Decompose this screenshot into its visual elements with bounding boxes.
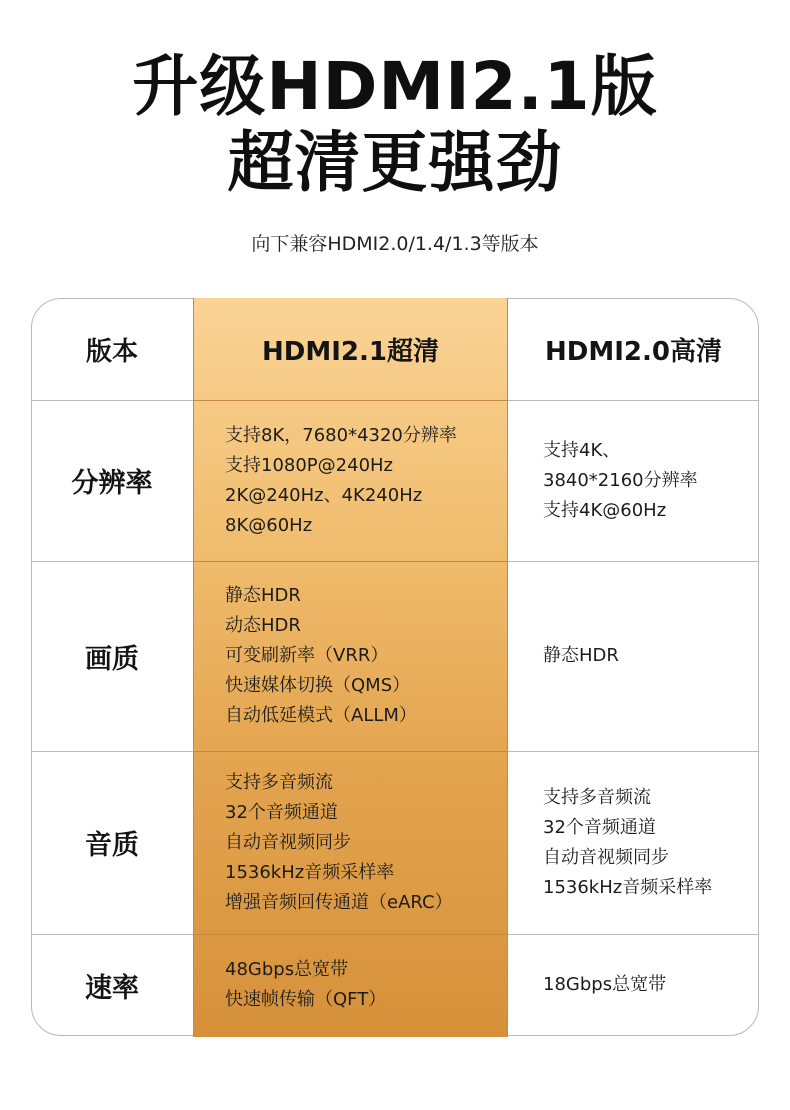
page-title-line-2: 超清更强劲 xyxy=(227,124,563,201)
hdmi20-cell xyxy=(508,751,759,934)
feature-line: 8K@60Hz xyxy=(225,514,313,536)
feature-line: 1536kHz音频采样率 xyxy=(543,876,713,898)
feature-line: 自动音视频同步 xyxy=(543,846,669,868)
feature-line: 快速媒体切换（QMS） xyxy=(225,675,411,696)
feature-line: 支持1080P@240Hz xyxy=(225,454,394,476)
hdmi20-cell xyxy=(508,934,759,1036)
header-version-cell xyxy=(31,298,193,400)
row-label-speed: 速率 xyxy=(85,972,139,1004)
hdmi20-cell xyxy=(508,561,759,751)
feature-line: 可变刷新率（VRR） xyxy=(225,645,389,666)
hdmi21-cell xyxy=(193,751,508,934)
header-hdmi21-cell xyxy=(193,298,508,400)
feature-line: 静态HDR xyxy=(543,645,619,666)
row-label-cell xyxy=(31,561,193,751)
feature-line: 支持多音频流 xyxy=(225,771,333,793)
feature-line: 32个音频通道 xyxy=(543,816,656,838)
feature-line: 自动低延模式（ALLM） xyxy=(225,705,417,726)
header-version: 版本 xyxy=(85,336,138,367)
feature-line: 支持多音频流 xyxy=(543,786,651,808)
header-hdmi20: HDMI2.0高清 xyxy=(545,336,722,367)
feature-line: 18Gbps总宽带 xyxy=(543,974,667,995)
feature-line: 静态HDR xyxy=(225,585,301,606)
feature-line: 支持8K，7680*4320分辨率 xyxy=(225,424,457,446)
page-title-line-1: 升级HDMI2.1版 xyxy=(132,48,658,125)
feature-line: 48Gbps总宽带 xyxy=(225,959,349,980)
header-hdmi21: HDMI2.1超清 xyxy=(262,336,439,367)
feature-line: 支持4K、 xyxy=(543,439,621,461)
feature-line: 32个音频通道 xyxy=(225,801,338,823)
hdmi21-cell xyxy=(193,561,508,751)
feature-line: 增强音频回传通道（eARC） xyxy=(225,891,453,913)
feature-line: 自动音视频同步 xyxy=(225,831,351,853)
row-label-audio-quality: 音质 xyxy=(85,830,139,861)
hdmi21-cell xyxy=(193,934,508,1036)
feature-line: 2K@240Hz、4K240Hz xyxy=(225,484,423,506)
hdmi21-cell xyxy=(193,400,508,561)
row-label-cell xyxy=(31,934,193,1036)
feature-line: 快速帧传输（QFT） xyxy=(225,989,387,1010)
feature-line: 动态HDR xyxy=(225,615,301,636)
compatibility-subtitle: 向下兼容HDMI2.0/1.4/1.3等版本 xyxy=(251,233,539,255)
row-label-cell xyxy=(31,400,193,561)
row-label-picture-quality: 画质 xyxy=(85,643,139,675)
feature-line: 3840*2160分辨率 xyxy=(543,469,698,491)
feature-line: 支持4K@60Hz xyxy=(543,499,667,521)
header-hdmi20-cell xyxy=(508,298,759,400)
row-label-resolution: 分辨率 xyxy=(71,468,153,499)
feature-line: 1536kHz音频采样率 xyxy=(225,861,395,883)
hdmi20-cell xyxy=(508,400,759,561)
row-label-cell xyxy=(31,751,193,934)
